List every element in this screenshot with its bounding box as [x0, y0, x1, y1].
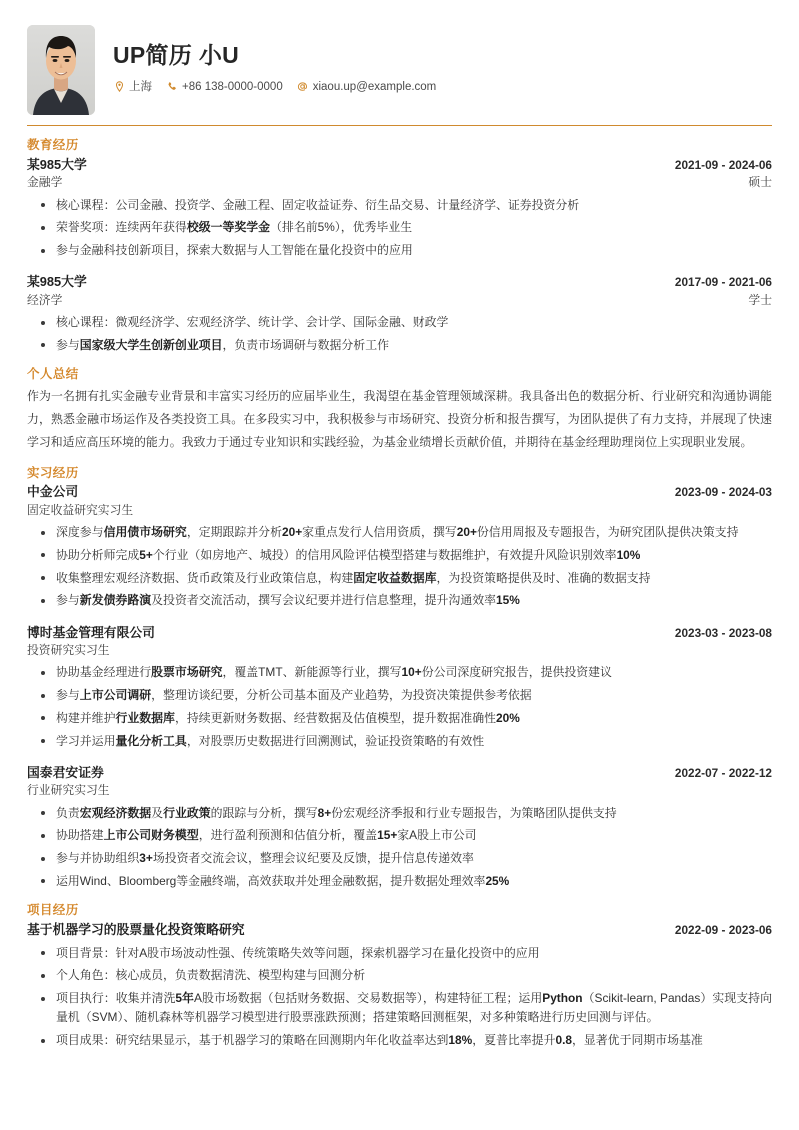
bullet-item: 参与新发债券路演及投资者交流活动，撰写会议纪要并进行信息整理，提升沟通效率15%	[27, 591, 772, 610]
bullet-list	[27, 804, 772, 892]
bullet-list	[27, 663, 772, 751]
section-title-summary: 个人总结	[27, 367, 79, 382]
entry-sub-row	[27, 502, 772, 519]
entry-sub-row	[27, 642, 772, 659]
resume-header	[27, 22, 772, 114]
bullet-list	[27, 196, 772, 261]
contact-location	[113, 79, 152, 95]
location-pin-icon	[113, 81, 125, 93]
entry-title-row	[27, 156, 772, 175]
entry-date: 2021-09 - 2024-06	[674, 157, 772, 172]
section-projects	[27, 891, 772, 1050]
entry-sub-row	[27, 174, 772, 191]
section-title-education: 教育经历	[27, 138, 79, 152]
entry-sub-row	[27, 782, 772, 799]
bullet-item: 项目成果：研究结果显示，基于机器学习的策略在回测期内年化收益率达到18%，夏普比率提升0.8，显著优于同期市场基准	[27, 1031, 772, 1050]
page-title: UP简历 小U	[113, 42, 240, 69]
entry	[27, 156, 772, 260]
entry	[27, 764, 772, 891]
section-title-projects: 项目经历	[27, 903, 79, 918]
bullet-item: 负责宏观经济数据及行业政策的跟踪与分析，撰写8+份宏观经济季报和行业专题报告，为策略团队提供支持	[27, 804, 772, 823]
entry-date: 2023-03 - 2023-08	[674, 625, 772, 640]
section-title-internship: 实习经历	[27, 465, 79, 480]
bullet-item: 项目执行：收集并清洗5年A股市场数据（包括财务数据、交易数据等），构建特征工程；运用Python（Scikit-learn, Pandas）实现支持向量机（SVM）、随机森林等机器学习模型进行股票涨跌预测；搭建策略回测框架，对多种策略进行历史回测与评估。	[27, 989, 772, 1028]
entry-subtitle: 经济学	[27, 292, 63, 307]
entry	[27, 273, 772, 355]
entry-title-row	[27, 483, 772, 502]
entry-title: 国泰君安证券	[27, 764, 104, 780]
bullet-item: 核心课程：微观经济学、宏观经济学、统计学、会计学、国际金融、财政学	[27, 313, 772, 332]
contact-location-text: 上海	[129, 80, 152, 93]
section-summary	[27, 355, 772, 453]
entry-title-row	[27, 921, 772, 940]
phone-icon	[166, 81, 178, 93]
bullet-item: 深度参与信用债市场研究，定期跟踪并分析20+家重点发行人信用资质，撰写20+份信用周报及专题报告，为研究团队提供决策支持	[27, 523, 772, 542]
entry	[27, 921, 772, 1050]
entry-title: 博时基金管理有限公司	[27, 624, 155, 640]
contact-phone-text: +86 138-0000-0000	[182, 80, 283, 93]
entry-date: 2022-09 - 2023-06	[674, 923, 772, 938]
entry-subtitle: 投资研究实习生	[27, 643, 110, 658]
bullet-item: 运用Wind、Bloomberg等金融终端，高效获取并处理金融数据，提升数据处理效率25%	[27, 872, 772, 891]
summary-paragraph: 作为一名拥有扎实金融专业背景和丰富实习经历的应届毕业生，我渴望在基金管理领域深耕。我具备出色的数据分析、行业研究和沟通协调能力，熟悉金融市场运作及各类投资工具。在多段实习中，我积极参与市场研究、投资分析和报告撰写，为团队提供了有力支持，并展现了快速学习和适应高压环境的能力。我致力于通过专业知识和实践经验，为基金业绩增长贡献价值，并期待在基金经理助理岗位上实现职业发展。	[27, 388, 772, 449]
entry-subtitle: 固定收益研究实习生	[27, 502, 134, 517]
entry-date: 2023-09 - 2024-03	[674, 485, 772, 500]
entry-meta: 学士	[748, 292, 772, 307]
bullet-item: 个人角色：核心成员，负责数据清洗、模型构建与回测分析	[27, 966, 772, 985]
contact-email-text: xiaou.up@example.com	[312, 80, 437, 93]
bullet-item: 荣誉奖项：连续两年获得校级一等奖学金（排名前5%），优秀毕业生	[27, 218, 772, 237]
entry-title: 中金公司	[27, 484, 79, 500]
contact-email	[297, 79, 437, 95]
bullet-list	[27, 313, 772, 355]
entry	[27, 624, 772, 751]
entry-title-row	[27, 273, 772, 292]
header-text-block	[113, 41, 772, 99]
entry-subtitle: 行业研究实习生	[27, 783, 110, 798]
avatar	[27, 25, 95, 115]
sections-container	[27, 126, 772, 1051]
entry-title-row	[27, 764, 772, 783]
entry-date: 2017-09 - 2021-06	[674, 275, 772, 290]
bullet-item: 参与上市公司调研，整理访谈纪要，分析公司基本面及产业趋势，为投资决策提供参考依据	[27, 686, 772, 705]
bullet-item: 学习并运用量化分析工具，对股票历史数据进行回溯测试，验证投资策略的有效性	[27, 732, 772, 751]
bullet-item: 协助分析师完成5+个行业（如房地产、城投）的信用风险评估模型搭建与数据维护，有效提升风险识别效率10%	[27, 546, 772, 565]
bullet-item: 核心课程：公司金融、投资学、金融工程、固定收益证券、衍生品交易、计量经济学、证券投资分析	[27, 196, 772, 215]
bullet-list	[27, 944, 772, 1051]
entry	[27, 483, 772, 610]
entry-title: 某985大学	[27, 274, 87, 290]
entry-sub-row	[27, 292, 772, 309]
entry-title: 基于机器学习的股票量化投资策略研究	[27, 922, 245, 938]
bullet-item: 构建并维护行业数据库，持续更新财务数据、经营数据及估值模型，提升数据准确性20%	[27, 709, 772, 728]
contact-phone	[166, 79, 283, 95]
at-sign-icon	[297, 81, 309, 93]
entry-date: 2022-07 - 2022-12	[674, 765, 772, 780]
bullet-item: 项目背景：针对A股市场波动性强、传统策略失效等问题，探索机器学习在量化投资中的应用	[27, 944, 772, 963]
entry-title-row	[27, 624, 772, 643]
contact-list	[113, 79, 772, 95]
bullet-item: 参与金融科技创新项目，探索大数据与人工智能在量化投资中的应用	[27, 241, 772, 260]
bullet-list	[27, 523, 772, 611]
bullet-item: 协助基金经理进行股票市场研究，覆盖TMT、新能源等行业，撰写10+份公司深度研究报告，提供投资建议	[27, 663, 772, 682]
entry-meta: 硕士	[748, 175, 772, 190]
bullet-item: 参与并协助组织3+场投资者交流会议，整理会议纪要及反馈，提升信息传递效率	[27, 849, 772, 868]
bullet-item: 协助搭建上市公司财务模型，进行盈利预测和估值分析，覆盖15+家A股上市公司	[27, 826, 772, 845]
bullet-item: 参与国家级大学生创新创业项目，负责市场调研与数据分析工作	[27, 336, 772, 355]
entry-subtitle: 金融学	[27, 175, 63, 190]
entry-title: 某985大学	[27, 156, 87, 172]
section-education	[27, 126, 772, 355]
bullet-item: 收集整理宏观经济数据、货币政策及行业政策信息，构建固定收益数据库，为投资策略提供及时、准确的数据支持	[27, 569, 772, 588]
section-internship	[27, 454, 772, 892]
